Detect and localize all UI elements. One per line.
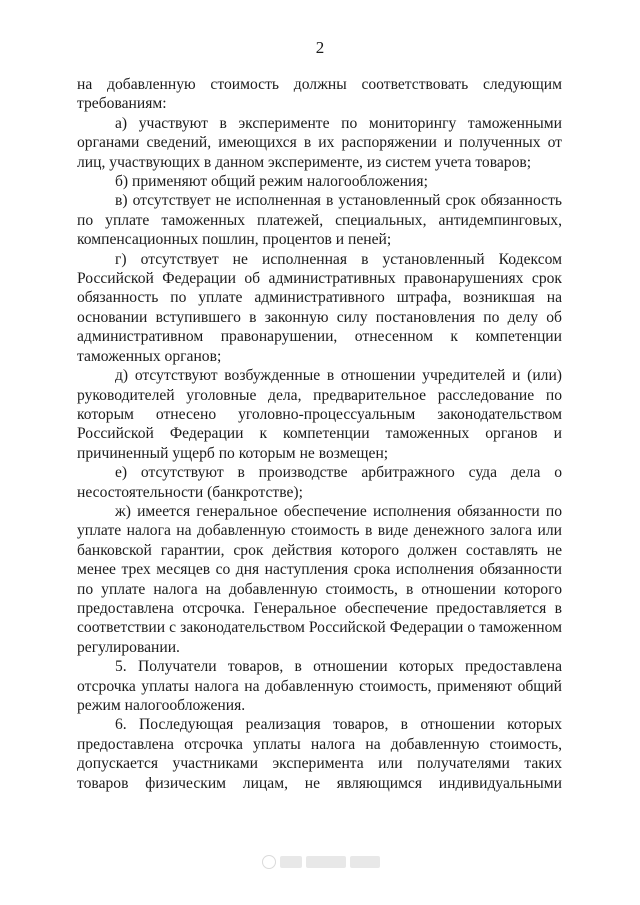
paragraph-section-6: 6. Последующая реализация товаров, в отношении которых предоставлена отсрочка уплаты налога на добавленную стоимость, допускается участниками эксперимента или получателями таких товаров физическим лицам, не являющимся индивидуальными [77,716,562,792]
watermark-mark [350,856,380,868]
paragraph-item-b: б) применяют общий режим налогообложения; [115,173,428,191]
paragraph-section-5: 5. Получатели товаров, в отношении которых предоставлена отсрочка уплаты налога на добавленную стоимость, применяют общий режим налогообложения. [77,658,562,714]
watermark-mark [306,856,346,868]
page-number: 2 [315,38,325,57]
watermark-circle-icon [262,855,276,869]
paragraph-item-g: г) отсутствует не исполненная в установленный Кодексом Российской Федерации об административных правонарушениях срок обязанность по уплате административного штрафа, возникшая на основании вступившего в законную силу постановления по делу об административном правонарушении, отнесенном к компетенции таможенных органов; [77,250,562,365]
paragraph-item-zh: ж) имеется генеральное обеспечение исполнения обязанности по уплате налога на добавленную стоимость в виде денежного залога или банковской гарантии, срок действия которого должен составлять не менее трех месяцев со дня наступления срока исполнения обязанности по уплате налога на добавленную стоимость, в отношении которого предоставлена отсрочка. Генеральное обеспечение предоставляется в соответствии с законодательством Российской Федерации о таможенном регулировании. [77,502,562,656]
document-body [77,75,562,793]
paragraph-item-v: в) отсутствует не исполненная в установленный срок обязанность по уплате таможенных платежей, специальных, антидемпинговых, компенсационных пошлин, процентов и пеней; [77,192,562,249]
paragraph-intro: на добавленную стоимость должны соответствовать следующим требованиям: [77,76,562,113]
paragraph-item-d: д) отсутствуют возбужденные в отношении учредителей и (или) руководителей уголовные дела, предварительное расследование по которым отнесено уголовно-процессуальным законодательством Российской Федерации к компетенции таможенных органов и причиненный ущерб по которым не возмещен; [77,367,562,462]
paragraph-item-a: а) участвуют в эксперименте по мониторингу таможенными органами сведений, имеющихся в их распоряжении и полученных от лиц, участвующих в данном эксперименте, из систем учета товаров; [77,114,562,171]
watermark-mark [280,856,302,868]
paragraph-item-e: е) отсутствуют в производстве арбитражного суда дела о несостоятельности (банкротстве); [77,464,562,501]
watermark-logo-icon [262,851,392,873]
